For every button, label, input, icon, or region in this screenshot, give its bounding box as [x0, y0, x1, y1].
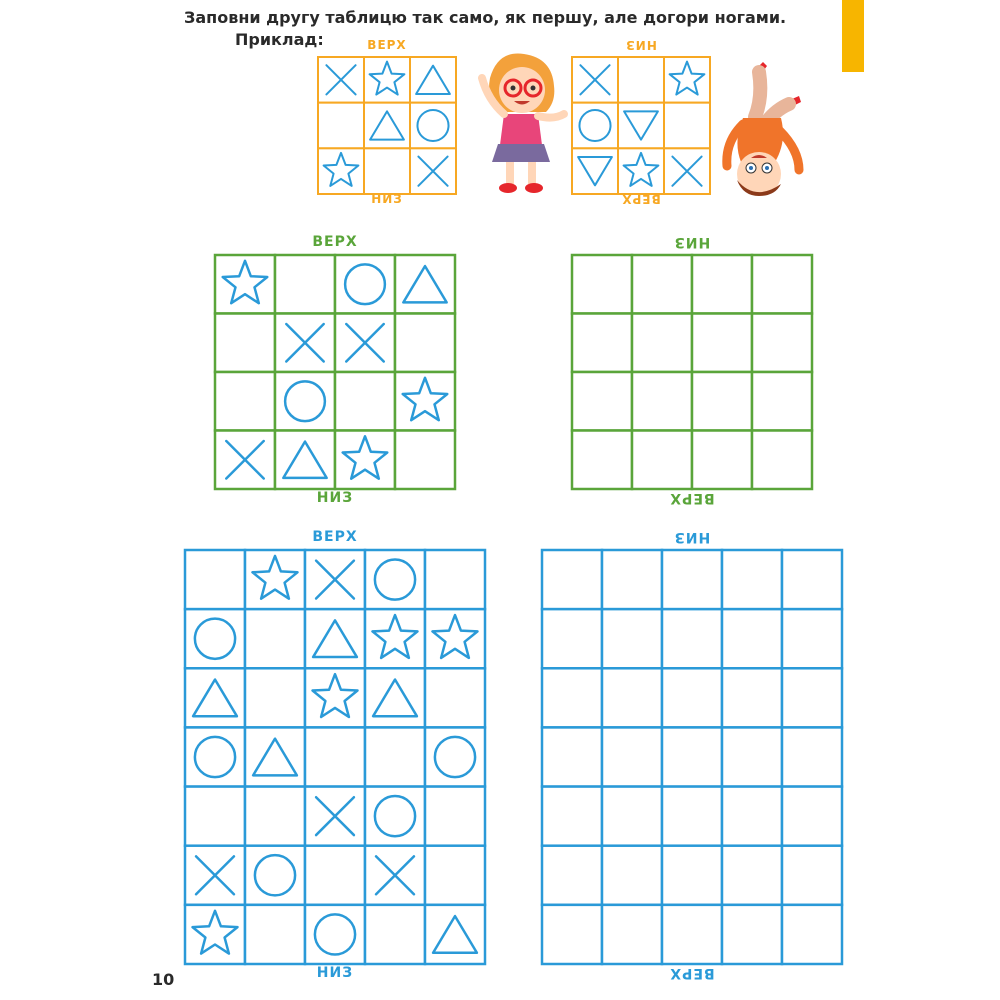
grid-cell[interactable]: [305, 846, 365, 905]
grid-cell[interactable]: [782, 727, 842, 786]
grid-cell[interactable]: [662, 550, 722, 609]
grid-cell[interactable]: [722, 846, 782, 905]
task1-source-top-label: ВЕРХ: [312, 234, 358, 250]
grid-cell[interactable]: [425, 550, 485, 609]
grid-cell[interactable]: [185, 550, 245, 609]
grid-cell[interactable]: [245, 787, 305, 846]
example-answer-bottom-label: ВЕРХ: [621, 192, 661, 206]
example-label: Приклад:: [235, 30, 324, 49]
page-number: 10: [152, 970, 175, 989]
task2-answer-grid: [542, 550, 842, 964]
grid-cell[interactable]: [782, 550, 842, 609]
grid-cell[interactable]: [632, 431, 692, 490]
grid-cell[interactable]: [275, 431, 335, 490]
grid-cell[interactable]: [692, 372, 752, 431]
task2-source-top-label: ВЕРХ: [312, 529, 358, 545]
grid-cell[interactable]: [662, 787, 722, 846]
grid-cell[interactable]: [602, 787, 662, 846]
grid-cell[interactable]: [245, 905, 305, 964]
grid-cell[interactable]: [722, 727, 782, 786]
grid-cell[interactable]: [542, 846, 602, 905]
grid-cell[interactable]: [662, 905, 722, 964]
grid-cell[interactable]: [425, 846, 485, 905]
task2-source-bottom-label: НИЗ: [316, 965, 354, 981]
grid-cell[interactable]: [365, 727, 425, 786]
grid-cell[interactable]: [752, 255, 812, 314]
grid-cell[interactable]: [365, 668, 425, 727]
boy-upside-down-illustration: [715, 62, 820, 197]
grid-cell[interactable]: [542, 668, 602, 727]
grid-cell[interactable]: [185, 668, 245, 727]
grid-cell[interactable]: [425, 668, 485, 727]
grid-cell[interactable]: [618, 103, 664, 149]
grid-cell[interactable]: [542, 905, 602, 964]
grid-cell[interactable]: [572, 431, 632, 490]
grid-cell[interactable]: [752, 431, 812, 490]
grid-cell[interactable]: [335, 372, 395, 431]
grid-cell[interactable]: [722, 609, 782, 668]
grid-cell[interactable]: [425, 787, 485, 846]
grid-cell[interactable]: [752, 314, 812, 373]
grid-cell[interactable]: [365, 905, 425, 964]
grid-cell[interactable]: [692, 431, 752, 490]
task1-source-grid: [215, 255, 455, 489]
grid-cell[interactable]: [782, 846, 842, 905]
grid-cell[interactable]: [692, 314, 752, 373]
grid-cell[interactable]: [662, 846, 722, 905]
grid-cell[interactable]: [572, 314, 632, 373]
grid-cell[interactable]: [305, 609, 365, 668]
grid-cell[interactable]: [602, 550, 662, 609]
grid-cell[interactable]: [632, 255, 692, 314]
grid-cell[interactable]: [602, 846, 662, 905]
grid-cell[interactable]: [782, 609, 842, 668]
girl-illustration: [468, 50, 578, 195]
grid-cell[interactable]: [395, 255, 455, 314]
grid-cell[interactable]: [722, 668, 782, 727]
grid-cell[interactable]: [245, 668, 305, 727]
task2-source-grid: [185, 550, 485, 964]
grid-cell[interactable]: [692, 255, 752, 314]
grid-cell[interactable]: [395, 314, 455, 373]
example-answer-grid: [572, 57, 710, 194]
grid-cell[interactable]: [318, 103, 364, 149]
grid-cell[interactable]: [782, 787, 842, 846]
grid-cell[interactable]: [722, 787, 782, 846]
grid-cell[interactable]: [632, 314, 692, 373]
grid-cell[interactable]: [542, 787, 602, 846]
grid-cell[interactable]: [782, 905, 842, 964]
task2-answer-bottom-label: ВЕРХ: [669, 965, 715, 981]
grid-cell[interactable]: [664, 103, 710, 149]
grid-cell[interactable]: [752, 372, 812, 431]
grid-cell[interactable]: [305, 727, 365, 786]
grid-cell[interactable]: [602, 609, 662, 668]
grid-cell[interactable]: [602, 905, 662, 964]
grid-cell[interactable]: [395, 431, 455, 490]
grid-cell[interactable]: [364, 148, 410, 194]
task1-answer-bottom-label: ВЕРХ: [669, 490, 715, 506]
grid-cell[interactable]: [722, 905, 782, 964]
grid-cell[interactable]: [542, 550, 602, 609]
grid-cell[interactable]: [185, 787, 245, 846]
task2-answer-top-label: НИЗ: [673, 529, 711, 545]
grid-cell[interactable]: [662, 668, 722, 727]
grid-cell[interactable]: [602, 668, 662, 727]
grid-cell[interactable]: [275, 255, 335, 314]
grid-cell[interactable]: [602, 727, 662, 786]
example-source-bottom-label: НИЗ: [371, 192, 403, 206]
grid-cell[interactable]: [632, 372, 692, 431]
grid-cell[interactable]: [722, 550, 782, 609]
example-source-top-label: ВЕРХ: [367, 38, 407, 52]
grid-cell[interactable]: [662, 609, 722, 668]
grid-cell[interactable]: [542, 727, 602, 786]
example-source-grid: [318, 57, 456, 194]
grid-cell[interactable]: [245, 727, 305, 786]
instruction-text: Заповни другу таблицю так само, як першу, але догори ногами.: [184, 8, 787, 27]
grid-cell[interactable]: [572, 148, 618, 194]
grid-cell[interactable]: [662, 727, 722, 786]
page-tab-marker: [842, 0, 864, 72]
grid-cell[interactable]: [215, 372, 275, 431]
grid-cell[interactable]: [572, 372, 632, 431]
grid-cell[interactable]: [425, 905, 485, 964]
grid-cell[interactable]: [782, 668, 842, 727]
grid-cell[interactable]: [364, 103, 410, 149]
grid-cell[interactable]: [215, 314, 275, 373]
example-answer-top-label: НИЗ: [625, 38, 657, 52]
task1-source-bottom-label: НИЗ: [316, 490, 354, 506]
grid-cell[interactable]: [542, 609, 602, 668]
task1-answer-grid: [572, 255, 812, 489]
grid-cell[interactable]: [410, 57, 456, 103]
grid-cell[interactable]: [572, 255, 632, 314]
grid-cell[interactable]: [618, 57, 664, 103]
task1-answer-top-label: НИЗ: [673, 234, 711, 250]
grid-cell[interactable]: [245, 609, 305, 668]
